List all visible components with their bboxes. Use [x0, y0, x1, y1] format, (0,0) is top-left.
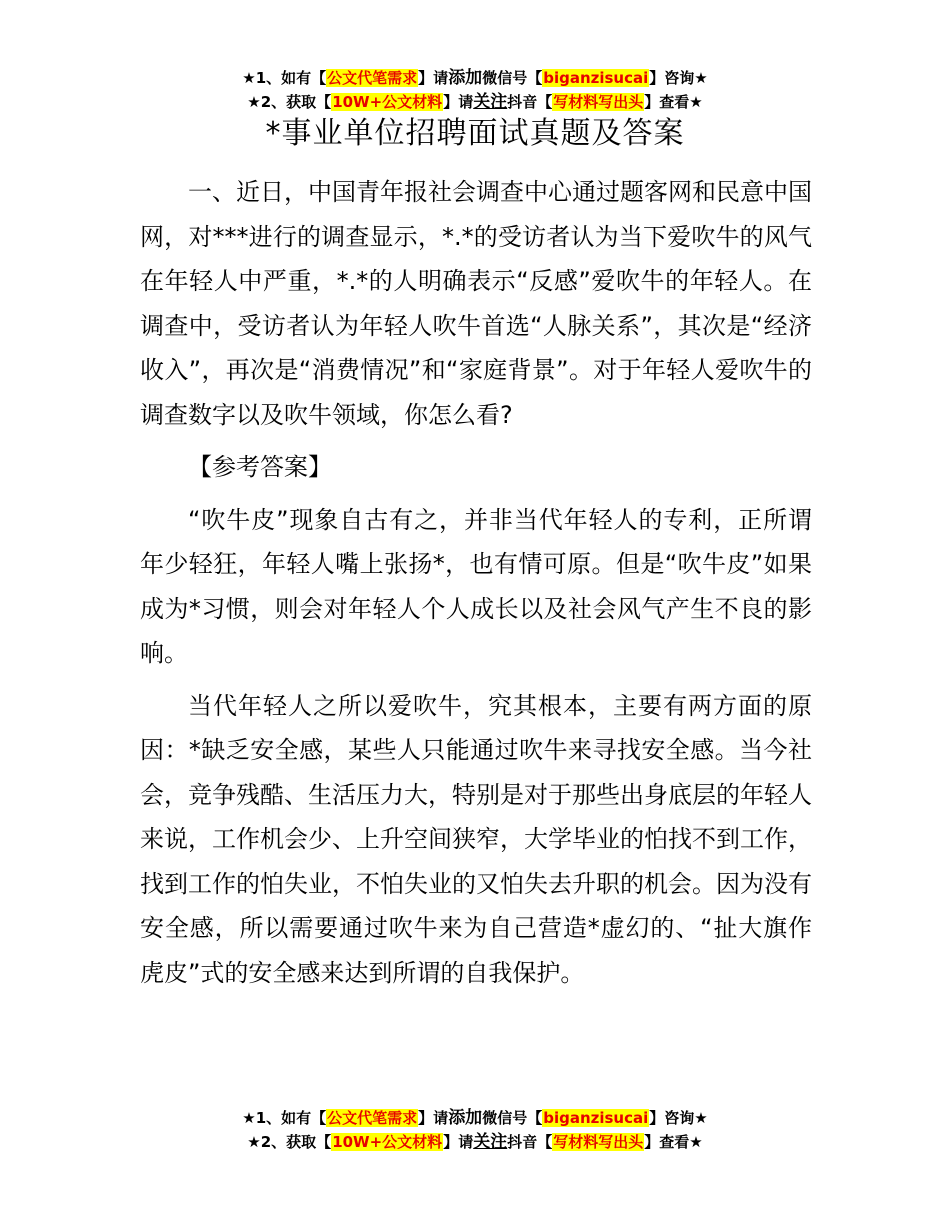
footer-banner — [0, 1106, 950, 1154]
paragraph: “吹牛皮”现象自古有之，并非当代年轻人的专利，正所谓年少轻狂，年轻人嘴上张扬*，也有情可原。但是“吹牛皮”如果成为*习惯，则会对年轻人个人成长以及社会风气产生不良的影响。 — [140, 505, 812, 667]
banner-text: 微信号【 — [482, 1109, 543, 1127]
banner-text: 】咨询★ — [649, 1109, 708, 1127]
document-title: *事业单位招聘面试真题及答案 — [265, 116, 685, 151]
banner-text: 】请 — [418, 1109, 449, 1127]
banner-text: 】查看★ — [644, 1133, 703, 1151]
banner-highlight: 写材料写出头 — [553, 93, 644, 111]
paragraph: 一、近日，中国青年报社会调查中心通过题客网和民意中国网，对***进行的调查显示，*.*的受访者认为当下爱吹牛的风气在年轻人中严重，*.*的人明确表示“反感”爱吹牛的年轻人。在调查中，受访者认为年轻人吹牛首选“人脉关系”，其次是“经济收入”，再次是“消费情况”和“家庭背景”。对于年轻人爱吹牛的调查数字以及吹牛领域，你怎么看? — [140, 178, 812, 429]
banner-text: 添加 — [448, 68, 483, 88]
banner-line-1 — [0, 1106, 950, 1130]
banner-highlight: 公文代笔需求 — [327, 1109, 418, 1127]
banner-text: 添加 — [448, 1108, 483, 1128]
document-body — [140, 170, 812, 995]
banner-text: 】请 — [443, 93, 474, 111]
header-banner — [0, 66, 950, 114]
banner-highlight: biganzisucai — [543, 69, 649, 87]
banner-text: 】咨询★ — [649, 69, 708, 87]
banner-text: ★1、如有【 — [242, 1109, 327, 1127]
banner-text: 抖音【 — [507, 93, 553, 111]
banner-text: 】请 — [418, 69, 449, 87]
banner-text: 】查看★ — [644, 93, 703, 111]
banner-text: 】请 — [443, 1133, 474, 1151]
paragraph: 当代年轻人之所以爱吹牛，究其根本，主要有两方面的原因：*缺乏安全感，某些人只能通过吹牛来寻找安全感。当今社会，竞争残酷、生活压力大，特别是对于那些出身底层的年轻人来说，工作机会少、上升空间狭窄，大学毕业的怕找不到工作，找到工作的怕失业，不怕失业的又怕失去升职的机会。因为没有安全感，所以需要通过吹牛来为自己营造*虚幻的、“扯大旗作虎皮”式的安全感来达到所谓的自我保护。 — [140, 691, 812, 987]
banner-highlight: 10W+公文材料 — [332, 93, 443, 111]
paragraph: 【参考答案】 — [188, 453, 332, 481]
banner-text: ★1、如有【 — [242, 69, 327, 87]
banner-text: 关注 — [473, 92, 508, 112]
banner-highlight: biganzisucai — [543, 1109, 649, 1127]
banner-text: ★2、获取【 — [247, 93, 332, 111]
banner-text: 关注 — [473, 1132, 508, 1152]
banner-highlight: 写材料写出头 — [553, 1133, 644, 1151]
banner-text: 抖音【 — [507, 1133, 553, 1151]
banner-line-1 — [0, 66, 950, 90]
banner-text: ★2、获取【 — [247, 1133, 332, 1151]
banner-line-2 — [0, 90, 950, 114]
banner-highlight: 10W+公文材料 — [332, 1133, 443, 1151]
banner-text: 微信号【 — [482, 69, 543, 87]
banner-highlight: 公文代笔需求 — [327, 69, 418, 87]
banner-line-2 — [0, 1130, 950, 1154]
